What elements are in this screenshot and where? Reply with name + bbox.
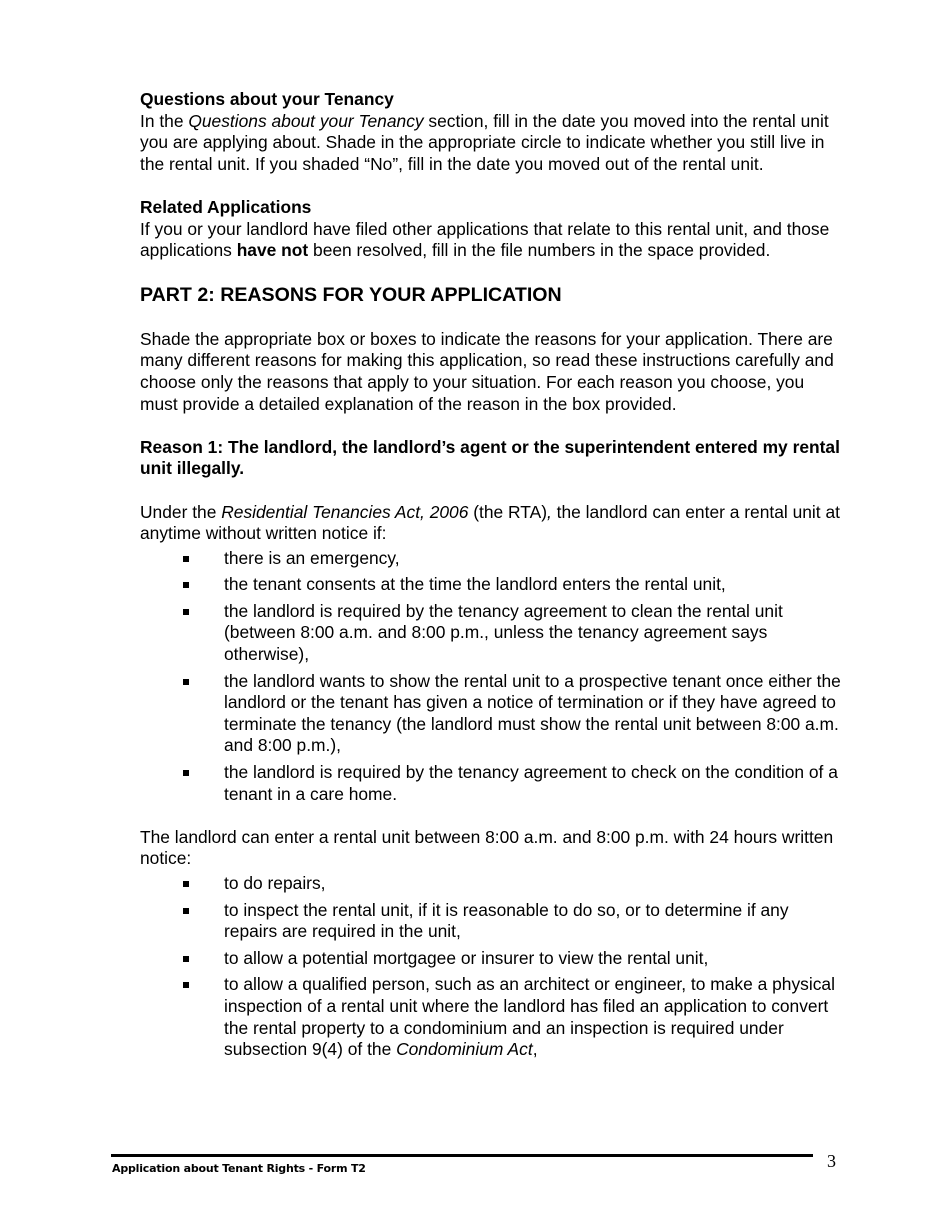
list-item: to allow a potential mortgagee or insurer to view the rental unit, <box>140 948 845 970</box>
page-number: 3 <box>827 1151 836 1171</box>
notice-list <box>140 873 845 1061</box>
list-item: the landlord is required by the tenancy agreement to clean the rental unit (between 8:00 a.m. and 8:00 p.m., unless the tenancy agreement says otherwise), <box>140 601 845 666</box>
related-paragraph <box>140 219 845 262</box>
footer-rule <box>111 1154 813 1157</box>
list-item: to inspect the rental unit, if it is reasonable to do so, or to determine if any repairs are required in the unit, <box>140 900 845 943</box>
tenancy-text-a: In the <box>140 110 189 131</box>
tenancy-heading: Questions about your Tenancy <box>140 89 394 109</box>
rta-text-b: (the RTA) <box>468 501 547 522</box>
rta-text-c: the landlord can enter a rental unit at anytime without written notice if: <box>140 501 840 544</box>
footer-form-title: Application about Tenant Rights - Form T2 <box>112 1162 366 1175</box>
no-notice-list <box>140 548 845 806</box>
bullet-icon <box>183 770 189 776</box>
related-text-b: been resolved, fill in the file numbers in the space provided. <box>308 240 771 261</box>
bullet-icon <box>183 609 189 615</box>
list-item: the landlord is required by the tenancy agreement to check on the condition of a tenant in a care home. <box>140 762 845 805</box>
list-item: the landlord wants to show the rental unit to a prospective tenant once either the landlord or the tenant has given a notice of termination or if they have agreed to terminate the tenancy (the landlord must show the rental unit between 8:00 a.m. and 8:00 p.m.), <box>140 671 845 757</box>
related-text-strong: have not <box>236 240 309 261</box>
bullet-icon <box>183 582 189 588</box>
part2-heading: PART 2: REASONS FOR YOUR APPLICATION <box>140 283 562 306</box>
part2-intro: Shade the appropriate box or boxes to indicate the reasons for your application. There are many different reasons for making this application, so read these instructions carefully and choose only the reasons that apply to your situation. For each reason you choose, you must provide a detailed explanation of the reason in the box provided. <box>140 328 834 414</box>
rta-text-a: Under the <box>140 501 222 522</box>
list-item: to allow a qualified person, such as an architect or engineer, to make a physical inspection of a rental unit where the landlord has filed an application to convert the rental property to a condominium and an inspection is required under subsection 9(4) of the Condominium Act, <box>140 974 845 1060</box>
notice-intro: The landlord can enter a rental unit between 8:00 a.m. and 8:00 p.m. with 24 hours written notice: <box>140 826 834 869</box>
bullet-icon <box>183 679 189 685</box>
document-body <box>140 89 845 1061</box>
rta-text-comma: , <box>547 501 552 522</box>
list-item: the tenant consents at the time the landlord enters the rental unit, <box>140 574 845 596</box>
tenancy-paragraph <box>140 111 845 176</box>
related-text-a: If you or your landlord have filed other applications that relate to this rental unit, and those applications <box>140 218 830 261</box>
bullet-icon <box>183 956 189 962</box>
related-heading: Related Applications <box>140 196 312 217</box>
bullet-icon <box>183 556 189 562</box>
list-item: there is an emergency, <box>140 548 845 570</box>
bullet-icon <box>183 908 189 914</box>
condominium-act-name: Condominium Act <box>396 1039 533 1060</box>
rta-act-name: Residential Tenancies Act, 2006 <box>221 501 469 522</box>
rta-paragraph <box>140 502 845 545</box>
tenancy-text-em: Questions about your Tenancy <box>188 110 424 131</box>
tenancy-text-b: section, fill in the date you moved into the rental unit you are applying about. Shade in the appropriate circle to indicate whether you still live in the rental unit. If you shaded “No”, fill in the date you moved out of the rental unit. <box>140 110 829 174</box>
bullet-icon <box>183 881 189 887</box>
reason1-heading: Reason 1: The landlord, the landlord’s agent or the superintendent entered my rental unit illegally. <box>140 436 840 479</box>
list-item: to do repairs, <box>140 873 845 895</box>
bullet-icon <box>183 982 189 988</box>
